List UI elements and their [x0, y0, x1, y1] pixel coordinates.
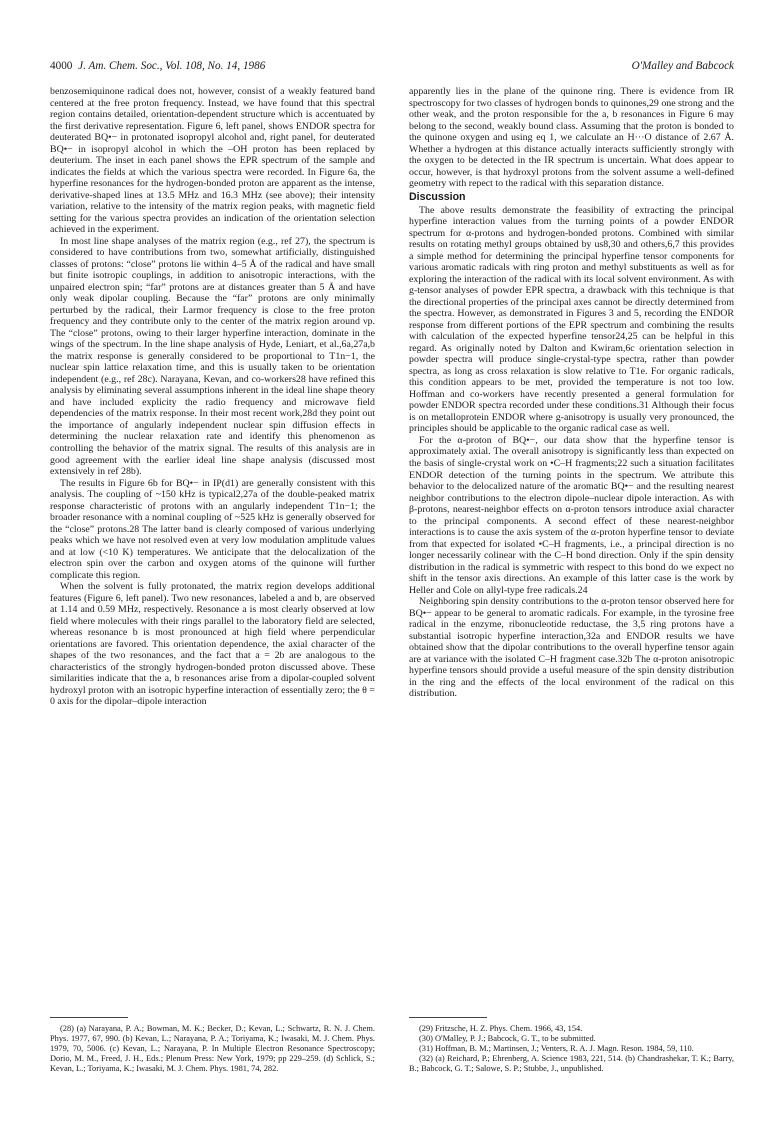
- header-authors: O'Malley and Babcock: [631, 60, 734, 72]
- footnote: (30) O'Malley, P. J.; Babcock, G. T., to be submitted.: [419, 1034, 596, 1044]
- left-column: [50, 86, 375, 708]
- footnotes-right: [409, 1024, 734, 1074]
- footnote: (28) (a) Narayana, P. A.; Bowman, M. K.; Becker, D.; Kevan, L.; Schwartz, R. N. J. Chem. Phys. 1977, 67, 990. (b) Kevan, L.; Narayana, P. A.; Toriyama, K.; Iwasaki, M. J. Chem. Phys. 1979, 70, 5006. (c) Kevan, L.; Narayana, P. In Multiple Electron Resonance Spectroscopy; Dorio, M. M., Freed, J. H., Eds.; Plenum Press: New York, 1979; pp 229–259. (d) Schlick, S.; Kevan, L.; Toriyama, K.; Iwasaki, M. J. Chem. Phys. 1981, 74, 282.: [50, 1024, 375, 1074]
- paragraph: The above results demonstrate the feasibility of extracting the principal hyperfine interaction values from the turning points of a powder ENDOR spectrum for α-protons and hydrogen-bonded protons. Combined with similar results on rotating methyl groups obtained by us8,30 and others,6,7 this provides a simple method for determining the principal hyperfine tensor components for various aromatic radicals with ring proton and methyl substituents as well as for exploring the interaction of the radical with its local solvent environment. As with g-tensor analyses of powder EPR spectra, a drawback with this technique is that the directional properties of the principal axes cannot be directly determined from the spectra. However, as demonstrated in Figures 3 and 5, recording the ENDOR response from different portions of the EPR spectrum and combining the results with calculation of the expected hyperfine tensor24,25 can be helpful in this regard. As originally noted by Dalton and Kwiram,6c orientation selection in powder spectra will produce single-crystal-type spectra, rather than powder spectra, as long as cross relaxation is slow relative to T1e. For organic radicals, this condition appears to be met, provided the temperature is not too low. Hoffman and co-workers have recently presented a general formulation for powder ENDOR spectra recorded under these conditions.31 Although their focus is on metalloprotein ENDOR where g-anisotropy is usually very pronounced, the principles should be applicable to the organic radical case as well.: [409, 204, 734, 435]
- paragraph: benzosemiquinone radical does not, however, consist of a weakly featured band centered at the free proton frequency. Instead, we have found that this spectral region contains detailed, orientation-dependent structure which is accentuated by the first derivative representation. Figure 6, left panel, shows ENDOR spectra for deuterated BQ•− in protonated isopropyl alcohol and, right panel, for deuterated BQ•− in isopropyl alcohol in which the –OH proton has been replaced by deuterium. The inset in each panel shows the EPR spectrum of the sample and indicates the fields at which the various spectra were recorded. In Figure 6a, the hyperfine resonances for the hydrogen-bonded proton are apparent as the intense, derivative-shaped lines at 13.5 MHz and 16.3 MHz (see above); their intensity variation, relative to the intensity of the matrix region peaks, with magnetic field setting for the various spectra provides an indication of the orientation selection achieved in the experiment.: [50, 86, 375, 236]
- paragraph: Neighboring spin density contributions to the α-proton tensor observed here for BQ•− appear to be general to aromatic radicals. For example, in the tyrosine free radical in the enzyme, ribonucleotide reductase, the 3,5 ring protons have a substantial isotropic hyperfine interaction,32a and ENDOR results we have obtained show that the dipolar contributions to the overall hyperfine tensor again are at variance with the isolated C–H fragment case.32b The α-proton anisotropic hyperfine tensors should provide a useful measure of the spin density distribution in the ring and the effects of the local environment of the radical on this distribution.: [409, 596, 734, 700]
- paragraph: When the solvent is fully protonated, the matrix region develops additional features (Figure 6, left panel). Two new resonances, labeled a and b, are observed at 1.14 and 0.59 MHz, respectively. Resonance a is most clearly observed at low field where molecules with their rings parallel to the laboratory field are selected, whereas resonance b is most pronounced at high field where perpendicular orientations are favored. This orientation dependence, the axial character of the shapes of the two resonances, and the fact that a = 2b are analogous to the characteristics of the strongly hydrogen-bonded proton discussed above. These similarities indicate that the a, b resonances arise from a dipolar-coupled solvent hydroxyl proton with an isotropic hyperfine interaction of essentially zero; the θ = 0 axis for the dipolar–dipole interaction: [50, 581, 375, 708]
- paragraph: The results in Figure 6b for BQ•− in IP(d1) are generally consistent with this analysis. The coupling of ~150 kHz is typical2,27a of the double-peaked matrix response characteristic of protons with an angularly independent T1n−1; the broader resonance with a nominal coupling of ~525 kHz is generally observed for the “close” protons.28 The latter band is clearly composed of various underlying peaks which we have not resolved even at very low modulation amplitude values and at low (<10 K) temperatures. We anticipate that the delocalization of the electron spin over the carbon and oxygen atoms of the quinone will further complicate this region.: [50, 477, 375, 581]
- footnote: (29) Fritzsche, H. Z. Phys. Chem. 1966, 43, 154.: [419, 1024, 583, 1033]
- page-number: 4000: [50, 60, 73, 72]
- footnote-rule-left: [50, 1017, 128, 1018]
- section-heading-discussion: Discussion: [409, 190, 466, 203]
- right-column: [409, 86, 734, 700]
- paragraph: In most line shape analyses of the matrix region (e.g., ref 27), the spectrum is considered to have contributions from two, somewhat artificially, distinguished classes of protons: “close” protons lie within 4–5 Å of the radical and have small but finite isotropic couplings, in addition to anisotropic interactions, with the unpaired electron spin; “far” protons are at distances greater than 5 Å and have only weak dipolar coupling. Because the “far” protons are only minimally perturbed by the radical, their Larmor frequency is close to the free proton frequency and they contribute only to the center of the matrix region around νp. The “close” protons, owing to their larger hyperfine interaction, dominate in the wings of the spectrum. In the line shape analysis of Hyde, Leniart, et al.,6a,27a,b the matrix response is generally considered to be proportional to T1n−1, the nuclear spin lattice relaxation time, and this is usually taken to be orientation independent (e.g., ref 28c). Narayana, Kevan, and co-workers28 have refined this analysis by eliminating several assumptions inherent in the ideal line shape theory and have included explicity the radio frequency and microwave field dependencies of the matrix response. In their most recent work,28d they point out the importance of angularly independent nuclear spin diffusion effects in determining the nuclear relaxation rate and identify this phenomenon as controlling the behavior of the matrix signal. The results of this analysis are in good agreement with the earlier ideal line shape analysis (discussed most extensively in ref 28b).: [50, 235, 375, 478]
- footnote-rule-right: [409, 1017, 487, 1018]
- journal-citation: J. Am. Chem. Soc., Vol. 108, No. 14, 1986: [78, 60, 266, 72]
- footnote: (32) (a) Reichard, P.; Ehrenberg, A. Science 1983, 221, 514. (b) Chandrashekar, T. K.; Barry, B.; Babcock, G. T.; Salowe, S. P.; Stubbe, J., unpublished.: [409, 1054, 734, 1074]
- footnote: (31) Hoffman, B. M.; Martinsen, J.; Venters, R. A. J. Magn. Reson. 1984, 59, 110.: [419, 1044, 694, 1054]
- header-left: [50, 58, 265, 74]
- paragraph: For the α-proton of BQ•−, our data show that the hyperfine tensor is approximately axial. The overall anisotropy is significantly less than expected on the basis of single-crystal work on •C–H fragments;22 such a situation facilitates ENDOR detection of the turning points in the spectrum. We attribute this behavior to the delocalized nature of the aromatic BQ•− and the resulting nearest neighbor contributions to the electron dipole–nuclear dipole interaction. As with β-protons, nearest-neighbor effects on α-proton tensors introduce axial character to the principal components. A second effect of these nearest-neighbor interactions is to cause the axis system of the α-proton hyperfine tensor to deviate from that expected for isolated •C–H fragments, i.e., a principal direction is no longer necessarily colinear with the C–H bond direction. Only if the spin density distribution in the radical is symmetric with respect to this bond do we expect no shift in the tensor axis directions. An example of this latter case is the work by Heller and Cole on allyl-type free radicals.24: [409, 434, 734, 596]
- paragraph: apparently lies in the plane of the quinone ring. There is evidence from IR spectroscopy for two classes of hydrogen bonds to quinones,29 one strong and the other weak, and the proton responsible for the a, b resonances in Figure 6 may belong to the second, weakly bound class. Assuming that the proton is bonded to the quinone oxygen and using eq 1, we calculate an H···O distance of 2.67 Å. Whether a hydrogen at this distance actually interacts sufficiently strongly with the oxygen to be detected in the IR spectrum is uncertain. What does appear to occur, however, is that hydroxyl protons from the solvent assume a well-defined geometry with repect to the radical with this separation distance.: [409, 86, 734, 190]
- running-header: [50, 58, 734, 74]
- footnotes-left: [50, 1024, 375, 1074]
